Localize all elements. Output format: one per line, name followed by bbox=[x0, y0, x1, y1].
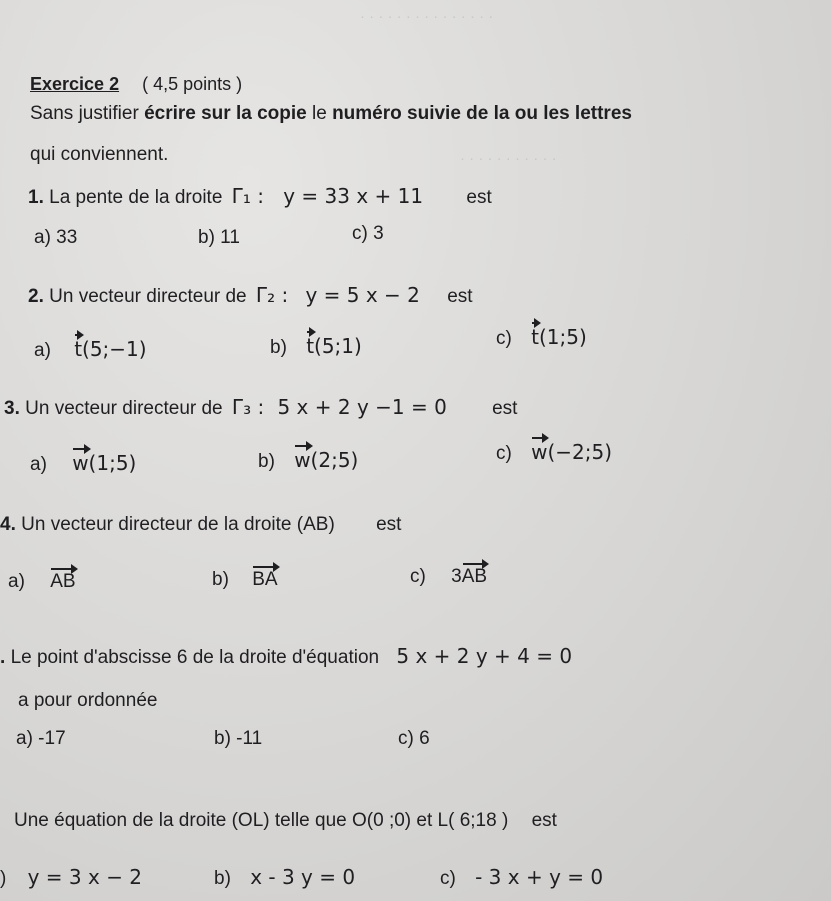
q3-option-a: a) w(1;5) bbox=[30, 451, 137, 475]
q4-option-a: a) AB bbox=[8, 571, 76, 592]
q6-option-a: ) y = 3 x − 2 bbox=[0, 865, 143, 889]
instruction-part1: Sans justifier bbox=[30, 103, 139, 124]
exercise-points: ( 4,5 points ) bbox=[142, 74, 243, 94]
exercise-heading bbox=[30, 74, 242, 95]
q6-option-b: b) x - 3 y = 0 bbox=[214, 865, 356, 889]
instruction-part4: numéro suivie de la ou les lettres bbox=[332, 103, 632, 124]
bleed-through-text: · · · · · · · · · · · · · · · bbox=[360, 8, 494, 25]
q3-option-b: b) w(2;5) bbox=[258, 448, 359, 472]
q6-option-c: c) - 3 x + y = 0 bbox=[440, 865, 604, 889]
q4-option-b: b) BA bbox=[212, 569, 278, 590]
question-5-cont: a pour ordonnée bbox=[18, 690, 158, 711]
question-4: 4. Un vecteur directeur de la droite (AB) est bbox=[0, 514, 402, 535]
q5-option-c: c) 6 bbox=[398, 728, 430, 749]
instructions-cont: qui conviennent. bbox=[30, 144, 169, 165]
question-3: 3. Un vecteur directeur de Γ₃ : 5 x + 2 y −1 = 0 est bbox=[4, 395, 518, 419]
q1-option-a: a) 33 bbox=[34, 227, 78, 248]
q5-option-b: b) -11 bbox=[214, 728, 263, 749]
question-1: 1. La pente de la droite Γ₁ : y = 33 x + 11 est bbox=[28, 184, 492, 208]
instruction-part2: écrire sur la copie bbox=[144, 103, 307, 124]
exercise-title: Exercice 2 bbox=[30, 74, 120, 94]
question-2: 2. Un vecteur directeur de Γ₂ : y = 5 x − 2 est bbox=[28, 283, 473, 307]
q4-option-c: c) 3AB bbox=[410, 566, 488, 587]
q2-option-b: b) t(5;1) bbox=[270, 334, 362, 358]
q2-option-a: a) t(5;−1) bbox=[34, 337, 147, 361]
question-5: . Le point d'abscisse 6 de la droite d'équation 5 x + 2 y + 4 = 0 bbox=[0, 644, 573, 668]
question-6: Une équation de la droite (OL) telle que O(0 ;0) et L( 6;18 ) est bbox=[14, 810, 557, 831]
instruction-part3: le bbox=[312, 103, 327, 124]
bleed-through-text: · · · · · · · · · · · bbox=[460, 150, 557, 167]
q2-option-c: c) t(1;5) bbox=[496, 325, 587, 349]
instructions bbox=[30, 103, 632, 125]
q5-option-a: a) -17 bbox=[16, 728, 66, 749]
q1-option-c: c) 3 bbox=[352, 223, 384, 244]
q3-option-c: c) w(−2;5) bbox=[496, 440, 613, 464]
q1-option-b: b) 11 bbox=[198, 227, 240, 248]
